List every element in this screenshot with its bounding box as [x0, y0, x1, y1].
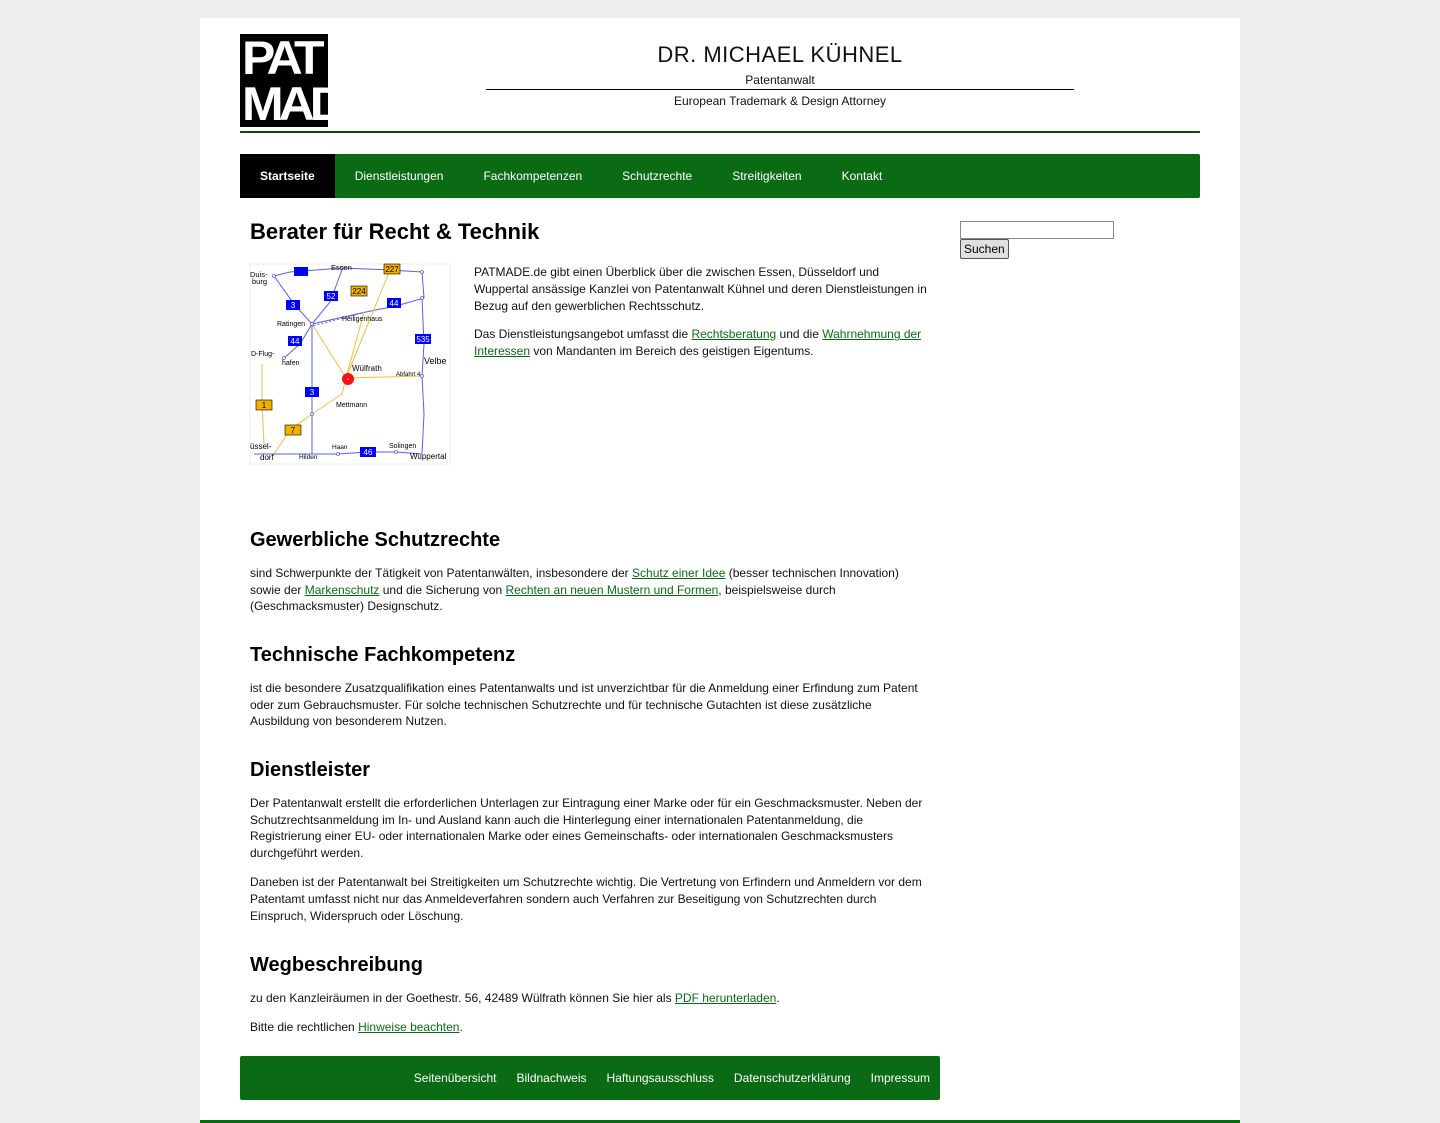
footer-link-impressum[interactable]: Impressum — [870, 1071, 930, 1085]
section-title: Dienstleister — [250, 759, 371, 781]
site-header — [486, 40, 1074, 108]
b227-label: 227 — [385, 265, 399, 274]
section-title: Gewerbliche Schutzrechte — [250, 529, 501, 551]
main-navigation — [240, 154, 1200, 198]
section-text: ist die besondere Zusatzqualifikation eines Patentanwalts und ist unverzichtbar für die Anmeldung einer Erfindung zum Patent oder zum Gebrauchsmuster. Für solche technischen Schutzrechte und für technische Gutachten ist diese zusätzliche Ausbildung von besonderem Nutzen. — [250, 680, 918, 729]
section-dienstleister — [250, 759, 930, 924]
footer-link-datenschutzerklaerung[interactable]: Datenschutzerklärung — [733, 1071, 851, 1085]
map-label-heiligenhaus: Heiligenhaus — [342, 316, 383, 323]
intro-p2-text-b: und die — [776, 327, 823, 342]
rechtsberatung-link[interactable]: Rechtsberatung — [691, 327, 777, 342]
section-wegbeschreibung — [250, 954, 930, 1035]
s4-p2-text-a: Bitte die rechtlichen — [250, 1019, 359, 1034]
autobahn-46-label: 46 — [363, 448, 373, 457]
intro-text — [474, 264, 930, 360]
footer-link-haftungsausschluss[interactable]: Haftungsausschluss — [606, 1071, 714, 1085]
autobahn-52-label: 52 — [326, 292, 336, 301]
pdf-download-link[interactable]: PDF herunterladen — [674, 990, 777, 1005]
b7-label: 7 — [290, 426, 296, 435]
schutz-einer-idee-link[interactable]: Schutz einer Idee — [632, 565, 726, 580]
location-map — [250, 264, 450, 464]
rechten-an-mustern-link[interactable]: Rechten an neuen Mustern und Formen — [505, 582, 719, 597]
patmade-logo[interactable] — [240, 31, 370, 131]
s4-p1-text-a: zu den Kanzleiräumen in der Goethestr. 56, 42489 Wülfrath können Sie hier als — [250, 990, 675, 1005]
intro-paragraph-2 — [474, 326, 930, 360]
autobahn-3-label: 3 — [290, 301, 296, 310]
nav-item-kontakt[interactable]: Kontakt — [841, 169, 883, 183]
autobahn-3b-label: 3 — [309, 388, 315, 397]
map-label-wuelfrath: Wülfrath — [352, 364, 382, 373]
s4-p2-text-b: . — [459, 1019, 463, 1034]
b224-label: 224 — [352, 287, 366, 296]
page-title: Berater für Recht & Technik — [250, 219, 540, 244]
nav-item-startseite[interactable]: Startseite — [240, 154, 335, 198]
site-subtitle: Patentanwalt — [486, 73, 1074, 90]
map-label-duisburg-2: burg — [252, 277, 268, 286]
autobahn-535-label: 535 — [416, 335, 430, 344]
map-label-hilden: Hilden — [299, 454, 318, 461]
autobahn-44-label: 44 — [389, 299, 399, 308]
logo-text-line2: MADE — [242, 77, 370, 131]
section-title: Wegbeschreibung — [250, 954, 423, 976]
wahrnehmung-der-interessen-link[interactable]: Wahrnehmung der Interessen — [474, 327, 922, 359]
map-label-mettmann: Mettmann — [336, 402, 368, 409]
footer-link-bildnachweis[interactable]: Bildnachweis — [516, 1071, 587, 1085]
nav-item-dienstleistungen[interactable]: Dienstleistungen — [354, 169, 444, 183]
section-gewerbliche-schutzrechte — [250, 529, 930, 615]
b1-label: 1 — [261, 401, 267, 410]
map-label-d-flughafen-2: hafen — [282, 360, 300, 367]
map-label-d-flughafen-1: D-Flug- — [251, 351, 275, 358]
map-label-solingen: Solingen — [389, 443, 417, 450]
page — [200, 18, 1240, 1123]
section-paragraph-2 — [250, 1019, 930, 1036]
markenschutz-link[interactable]: Markenschutz — [304, 582, 380, 597]
map-label-haan: Haan — [332, 444, 348, 451]
svg-text:•: • — [347, 377, 349, 383]
footer-navigation — [240, 1056, 940, 1100]
intro-paragraph-1: PATMADE.de gibt einen Überblick über die zwischen Essen, Düsseldorf und Wuppertal ansässige Kanzlei von Patentanwalt Kühnel und deren Dienstleistungen in Bezug auf den gewerblichen Rechtsschutz. — [474, 265, 927, 313]
map-label-duisburg-1: Duis- — [250, 270, 268, 279]
search-button[interactable]: Suchen — [960, 239, 1009, 259]
map-label-ratingen: Ratingen — [277, 321, 306, 328]
site-title: DR. MICHAEL KÜHNEL — [657, 42, 903, 67]
nav-item-fachkompetenzen[interactable]: Fachkompetenzen — [483, 169, 583, 183]
intro-p2-text-a: Das Dienstleistungsangebot umfasst die — [474, 327, 692, 342]
nav-item-schutzrechte[interactable]: Schutzrechte — [622, 169, 693, 183]
logo-text-line1: PAT — [242, 31, 320, 85]
s1-text-b: (besser technischen Innovation) sowie der — [250, 565, 899, 597]
section-paragraph-1 — [250, 990, 930, 1007]
hinweise-beachten-link[interactable]: Hinweise beachten — [358, 1019, 460, 1034]
map-label-duesseldorf-2: dorf — [260, 453, 274, 462]
map-label-wuppertal: Wuppertal — [410, 452, 447, 461]
section-title: Technische Fachkompetenz — [250, 644, 516, 666]
site-tagline: European Trademark & Design Attorney — [673, 94, 887, 108]
footer-link-seitenuebersicht[interactable]: Seitenübersicht — [413, 1071, 497, 1085]
autobahn-44b-label: 44 — [290, 337, 300, 346]
section-text — [250, 565, 930, 615]
map-label-duesseldorf-1: üssel- — [250, 442, 272, 451]
intro-p2-text-c: von Mandanten im Bereich des geistigen Eigentums. — [530, 344, 814, 359]
section-technische-fachkompetenz — [250, 644, 930, 730]
s1-text-a: sind Schwerpunkte der Tätigkeit von Patentanwälten, insbesondere der — [250, 565, 633, 580]
s4-p1-text-b: . — [776, 990, 780, 1005]
s1-text-c: und die Sicherung von — [379, 582, 506, 597]
map-label-velbert: Velbe — [424, 356, 447, 366]
map-label-abfahrt-4: Abfahrt 4 — [396, 372, 421, 378]
s1-text-d: , beispielsweise durch (Geschmacksmuster) Designschutz. — [250, 582, 836, 614]
search-input[interactable] — [960, 221, 1114, 239]
nav-item-streitigkeiten[interactable]: Streitigkeiten — [732, 169, 802, 183]
header-divider — [240, 131, 1200, 133]
map-label-essen: Essen — [331, 263, 352, 272]
section-paragraph-1: Der Patentanwalt erstellt die erforderlichen Unterlagen zur Eintragung einer Marke oder für ein Geschmacksmuster. Neben der Schutzrechtsanmeldung im In- und Ausland kann auch die Hinterlegung einer internationalen Patentanmeldung, die Registrierung einer EU- oder internationalen Marke oder eines Gemeinschafts- oder internationalen Geschmacksmusters durchgeführt werden. — [250, 795, 923, 861]
section-paragraph-2: Daneben ist der Patentanwalt bei Streitigkeiten um Schutzrechte wichtig. Die Vertretung von Erfindern und Anmeldern vor dem Patentamt umfasst nicht nur das Anmeldeverfahren sondern auch Verfahren zur Beseitigung von Schutzrechten durch Einspruch, Widerspruch oder Löschung. — [250, 874, 922, 923]
